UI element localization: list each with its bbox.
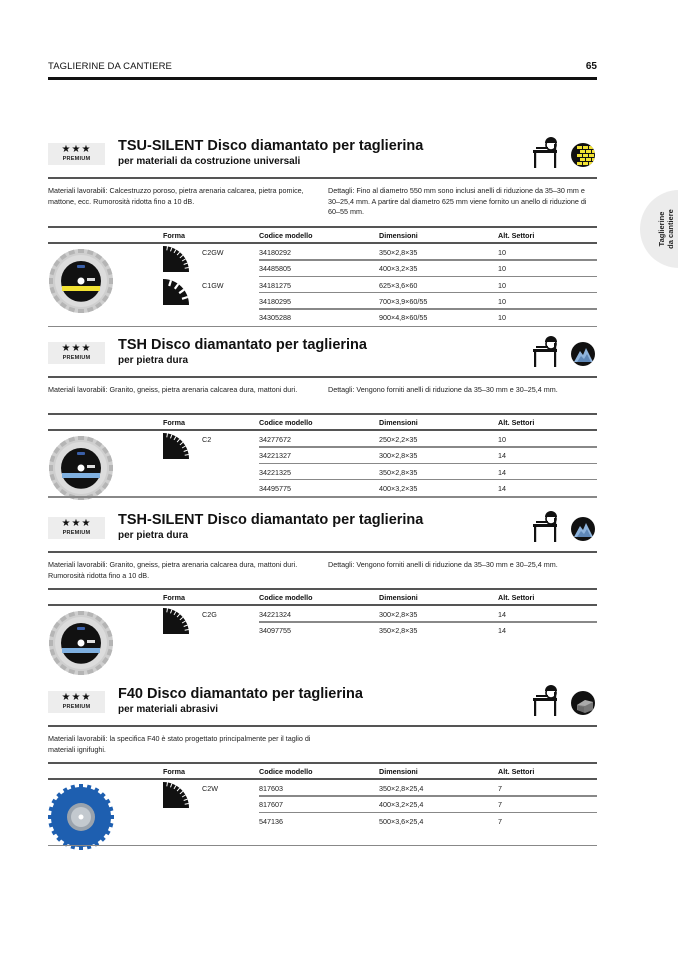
dimensions: 350×2,8×35	[379, 626, 418, 636]
product-title: F40 Disco diamantato per taglierina	[118, 686, 363, 702]
diamond-disc-image	[48, 610, 114, 676]
segment-shape-icon	[163, 433, 189, 459]
table-header	[48, 764, 597, 778]
materials-text: Materiali lavorabili: la specifica F40 è stato progettato principalmente per il taglio di materiali ignifughi.	[48, 734, 311, 754]
rating-stars-icon: ★★★	[61, 692, 92, 703]
segment-height: 10	[498, 313, 506, 323]
model-code: 34277672	[259, 435, 291, 444]
model-code: 817603	[259, 784, 283, 793]
section-header	[48, 335, 597, 371]
side-tab-label: Taglierine da cantiere	[657, 209, 675, 249]
dimensions: 300×2,8×35	[379, 610, 418, 619]
section-header	[48, 510, 597, 546]
dimensions: 900×4,8×60/55	[379, 313, 428, 323]
model-code: 34181275	[259, 280, 291, 290]
segment-height: 10	[498, 435, 506, 444]
model-code: 34221327	[259, 451, 291, 461]
dimensions: 350×2,8×35	[379, 467, 418, 477]
page-header	[48, 61, 597, 81]
segment-shape-icon	[163, 608, 189, 634]
tier-label: PREMIUM	[62, 530, 91, 536]
tier-label: PREMIUM	[62, 704, 91, 710]
materials-text: Materiali lavorabili: Granito, gneiss, pietra arenaria calcarea dura, mattoni duri. Rumorosità ridotta fino a 10 dB.	[48, 560, 298, 580]
model-code: 34180292	[259, 248, 291, 257]
col-code: Codice modello	[259, 231, 313, 240]
dimensions: 350×2,8×35	[379, 248, 418, 257]
shape-code: C2	[202, 435, 212, 444]
dimensions: 400×3,2×25,4	[379, 800, 424, 810]
table-row[interactable]	[259, 260, 597, 276]
table-row[interactable]	[259, 606, 597, 622]
segment-height: 10	[498, 248, 506, 257]
model-code: 817607	[259, 800, 283, 810]
segment-shape-icon	[163, 279, 189, 305]
product-section	[48, 684, 597, 826]
dimensions: 625×3,6×60	[379, 280, 418, 290]
table-row[interactable]	[259, 622, 597, 638]
mountain-stone-icon	[571, 342, 595, 366]
product-section	[48, 136, 597, 323]
col-code: Codice modello	[259, 418, 313, 427]
premium-badge	[48, 342, 105, 364]
table-saw-icon	[533, 335, 561, 367]
product-table	[48, 413, 597, 496]
header-rule	[48, 77, 597, 80]
segment-height: 7	[498, 784, 502, 793]
product-table	[48, 588, 597, 639]
diamond-disc-image	[48, 435, 114, 501]
col-segment-height: Alt. Settori	[498, 418, 535, 427]
application-icons	[533, 510, 597, 544]
model-code: 34221325	[259, 467, 291, 477]
table-row[interactable]	[259, 480, 597, 496]
section-rule	[48, 725, 597, 727]
table-row[interactable]	[259, 431, 597, 447]
product-subtitle: per pietra dura	[118, 355, 189, 366]
col-code: Codice modello	[259, 593, 313, 602]
chapter-side-tab[interactable]	[640, 190, 678, 268]
chapter-title: TAGLIERINE DA CANTIERE	[48, 61, 172, 72]
col-code: Codice modello	[259, 767, 313, 776]
dimensions: 350×2,8×25,4	[379, 784, 424, 793]
application-icons	[533, 684, 597, 718]
col-forma: Forma	[163, 767, 185, 776]
shape-code: C2GW	[202, 248, 224, 257]
table-row[interactable]	[259, 464, 597, 480]
table-saw-icon	[533, 136, 561, 168]
segment-height: 10	[498, 264, 506, 274]
col-segment-height: Alt. Settori	[498, 231, 535, 240]
diamond-disc-image	[48, 248, 114, 314]
segment-shape-icon	[163, 246, 189, 272]
col-segment-height: Alt. Settori	[498, 593, 535, 602]
model-code: 34305288	[259, 313, 291, 323]
rating-stars-icon: ★★★	[61, 518, 92, 529]
table-row[interactable]	[259, 244, 597, 260]
segment-height: 14	[498, 483, 506, 493]
section-rule	[48, 551, 597, 553]
segment-height: 14	[498, 451, 506, 461]
model-code: 34485805	[259, 264, 291, 274]
model-code: 547136	[259, 816, 283, 826]
premium-badge	[48, 143, 105, 165]
product-subtitle: per materiali abrasivi	[118, 704, 219, 715]
product-section	[48, 335, 597, 493]
col-dimensions: Dimensioni	[379, 767, 418, 776]
product-table	[48, 762, 597, 829]
materials-text: Materiali lavorabili: Granito, gneiss, pietra arenaria calcarea dura, mattoni duri.	[48, 385, 298, 394]
details-text: Dettagli: Vengono forniti anelli di riduzione da 35–30 mm e 30–25,4 mm.	[328, 560, 558, 569]
table-row[interactable]	[259, 796, 597, 812]
table-row[interactable]	[259, 309, 597, 325]
table-saw-icon	[533, 684, 561, 716]
table-header	[48, 228, 597, 242]
table-row[interactable]	[259, 447, 597, 463]
dimensions: 700×3,9×60/55	[379, 296, 428, 306]
dimensions: 500×3,6×25,4	[379, 816, 424, 826]
table-header	[48, 590, 597, 604]
model-code: 34495775	[259, 483, 291, 493]
segment-height: 14	[498, 467, 506, 477]
dimensions: 300×2,8×35	[379, 451, 418, 461]
dimensions: 250×2,2×35	[379, 435, 418, 444]
rating-stars-icon: ★★★	[61, 343, 92, 354]
model-code: 34180295	[259, 296, 291, 306]
shape-code: C1GW	[202, 280, 224, 290]
materials-text: Materiali lavorabili: Calcestruzzo poroso, pietra arenaria calcarea, pietra pomice, mattone, ecc. Rumorosità ridotta fino a 10 dB.	[48, 186, 304, 206]
premium-badge	[48, 517, 105, 539]
table-row[interactable]	[259, 780, 597, 796]
segment-height: 7	[498, 800, 502, 810]
application-icons	[533, 335, 597, 369]
table-bottom-rule	[48, 326, 597, 328]
product-title: TSH Disco diamantato per taglierina	[118, 337, 367, 353]
product-title: TSH-SILENT Disco diamantato per taglierina	[118, 512, 424, 528]
col-forma: Forma	[163, 418, 185, 427]
table-saw-icon	[533, 510, 561, 542]
dimensions: 400×3,2×35	[379, 264, 418, 274]
segment-height: 14	[498, 626, 506, 636]
col-dimensions: Dimensioni	[379, 231, 418, 240]
table-bottom-rule	[48, 845, 597, 847]
section-header	[48, 136, 597, 172]
segment-height: 10	[498, 296, 506, 306]
shape-code: C2G	[202, 610, 217, 619]
product-subtitle: per pietra dura	[118, 530, 189, 541]
section-header	[48, 684, 597, 720]
segment-height: 10	[498, 280, 506, 290]
product-subtitle: per materiali da costruzione universali	[118, 156, 301, 167]
segment-shape-icon	[163, 782, 189, 808]
mountain-stone-icon	[571, 517, 595, 541]
col-dimensions: Dimensioni	[379, 593, 418, 602]
page-number: 65	[585, 61, 597, 72]
section-rule	[48, 177, 597, 179]
tier-label: PREMIUM	[62, 156, 91, 162]
refractory-block-icon	[571, 691, 595, 715]
model-code: 34221324	[259, 610, 291, 619]
product-title: TSU-SILENT Disco diamantato per taglierina	[118, 138, 424, 154]
product-section	[48, 510, 597, 636]
segment-height: 7	[498, 816, 502, 826]
shape-code: C2W	[202, 784, 218, 793]
product-table	[48, 226, 597, 326]
col-forma: Forma	[163, 231, 185, 240]
rating-stars-icon: ★★★	[61, 144, 92, 155]
table-row[interactable]	[259, 277, 597, 293]
table-row[interactable]	[259, 813, 597, 829]
col-segment-height: Alt. Settori	[498, 767, 535, 776]
table-bottom-rule	[48, 496, 597, 498]
model-code: 34097755	[259, 626, 291, 636]
diamond-disc-image	[48, 784, 114, 850]
col-forma: Forma	[163, 593, 185, 602]
segment-height: 14	[498, 610, 506, 619]
details-text: Dettagli: Vengono forniti anelli di riduzione da 35–30 mm e 30–25,4 mm.	[328, 385, 558, 394]
section-rule	[48, 376, 597, 378]
table-row[interactable]	[259, 293, 597, 309]
application-icons	[533, 136, 597, 170]
premium-badge	[48, 691, 105, 713]
dimensions: 400×3,2×35	[379, 483, 418, 493]
brick-wall-icon	[571, 143, 595, 167]
details-text: Dettagli: Fino al diametro 550 mm sono inclusi anelli di riduzione da 35–30 mm e 30–25,4 mm. A partire dal diametro 625 mm viene fornito un anello di riduzione di 60–55 mm.	[328, 186, 587, 216]
col-dimensions: Dimensioni	[379, 418, 418, 427]
tier-label: PREMIUM	[62, 355, 91, 361]
table-header	[48, 415, 597, 429]
